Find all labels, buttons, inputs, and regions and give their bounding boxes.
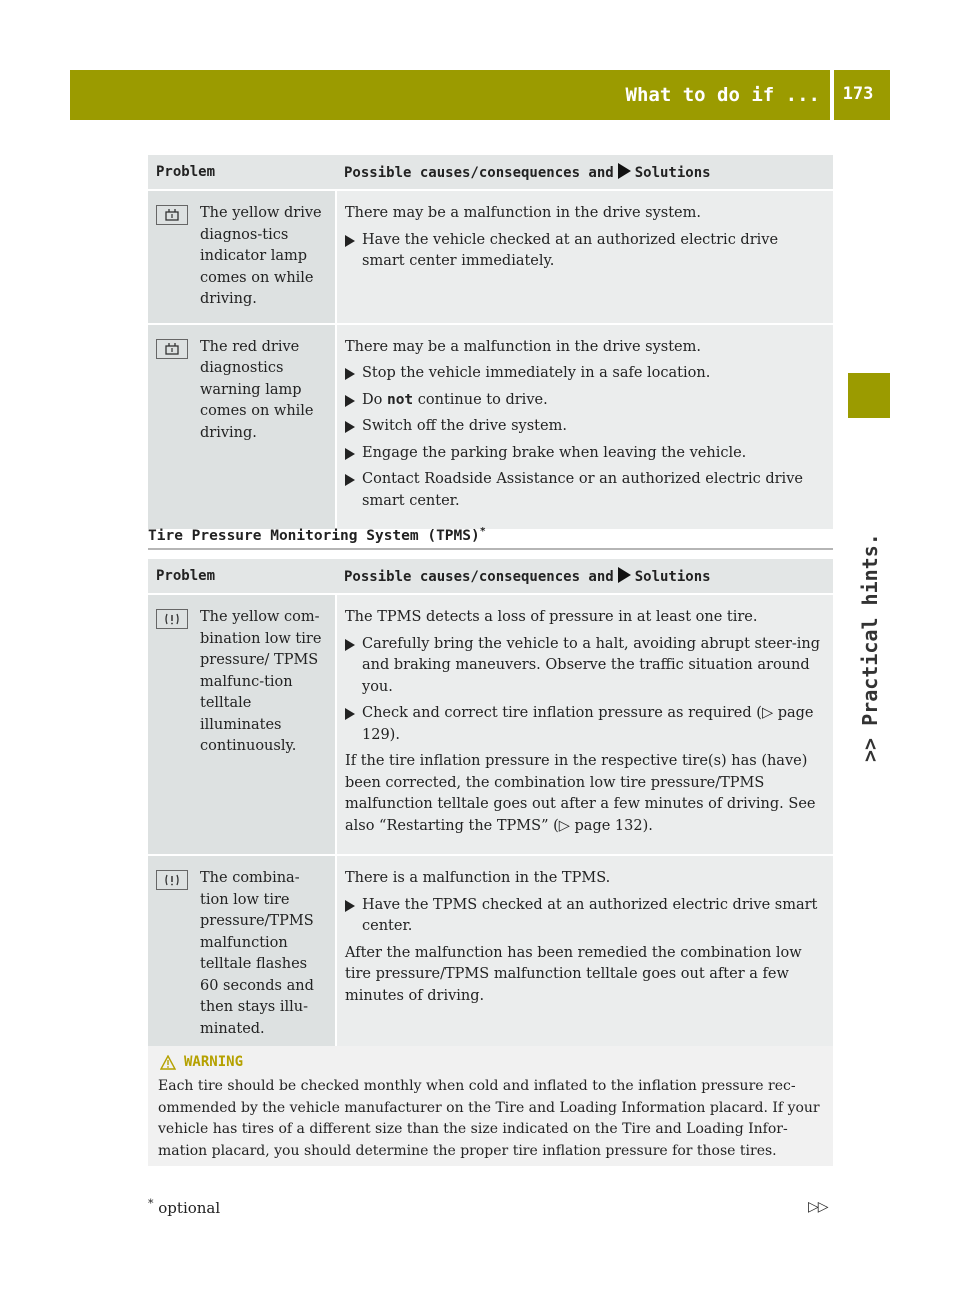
solution-cell: [336, 324, 833, 531]
side-section-label-text: >> Practical hints.: [858, 533, 882, 762]
table-header-row: [148, 155, 833, 190]
warning-box: [148, 1046, 833, 1166]
table-row: [148, 594, 833, 855]
cause-text: There is a malfunction in the TPMS.: [345, 870, 611, 886]
step-arrow-icon: [345, 900, 355, 912]
warning-triangle-icon: [160, 1055, 176, 1070]
table-row: [148, 855, 833, 1053]
step-emphasis: not: [386, 391, 414, 408]
step-text: Check and correct tire inflation pressure as required (▷ page 129).: [362, 705, 814, 743]
problem-cell: [148, 324, 336, 531]
step-arrow-icon: [345, 448, 355, 460]
solution-step: [345, 703, 825, 746]
solution-step: [345, 469, 825, 512]
step-arrow-icon: [345, 368, 355, 380]
header-solutions-label: Solutions: [634, 165, 711, 181]
header-bar: [70, 70, 890, 120]
note-text: After the malfunction has been remedied the combination low tire pressure/TPMS malfunction telltale goes out after a few minutes of driving.: [345, 944, 802, 1004]
step-text: Switch off the drive system.: [362, 418, 567, 434]
step-text: Have the TPMS checked at an authorized electric drive smart center.: [362, 896, 818, 934]
problem-cell: [148, 190, 336, 324]
arrow-icon: [618, 163, 631, 179]
table-row: [148, 324, 833, 531]
solution-step: [345, 390, 825, 412]
tpms-icon: [156, 609, 188, 629]
header-problem: Problem: [148, 559, 336, 594]
cause-text: There may be a malfunction in the drive system.: [345, 205, 701, 221]
warning-heading: [160, 1054, 243, 1070]
step-text: Stop the vehicle immediately in a safe location.: [362, 365, 711, 381]
step-arrow-icon: [345, 235, 355, 247]
solution-step: [345, 363, 825, 385]
solution-step: [345, 895, 825, 938]
problem-text: The combina-tion low tire pressure/TPMS malfunction telltale flashes 60 seconds and then stays illu-minated.: [200, 870, 314, 1037]
header-problem: Problem: [148, 155, 336, 190]
side-tab-marker: [848, 373, 890, 418]
warning-text: Each tire should be checked monthly when cold and inflated to the inflation pressure rec-ommended by the vehicle manufacturer on the Tire and Loading Information placard. If your vehicle has tires of a different size than the size indicated on the Tire and Loading Infor-mation placard, you should determine the proper tire inflation pressure for those tires.: [158, 1078, 820, 1159]
solution-cell: [336, 190, 833, 324]
footnote-mark: *: [148, 1197, 154, 1210]
header-causes: [336, 155, 833, 190]
solution-cell: [336, 594, 833, 855]
side-section-label: [856, 432, 884, 762]
solution-step: [345, 443, 825, 465]
footnote-text: optional: [158, 1199, 221, 1217]
step-arrow-icon: [345, 708, 355, 720]
drive-diagnostics-icon: [156, 205, 188, 225]
header-causes-label: Possible causes/consequences and: [344, 569, 614, 585]
header-causes: [336, 559, 833, 594]
solution-step: [345, 634, 825, 699]
table-row: [148, 190, 833, 324]
section-title-tpms: [148, 526, 833, 550]
problem-text: The yellow drive diagnos-tics indicator lamp comes on while driving.: [200, 205, 322, 307]
page-number: 173: [842, 84, 874, 104]
step-arrow-icon: [345, 421, 355, 433]
problem-text: The yellow com-bination low tire pressure/ TPMS malfunc-tion telltale illuminates continuously.: [200, 609, 322, 754]
step-prefix: Do: [362, 391, 383, 408]
step-text: Engage the parking brake when leaving the vehicle.: [362, 444, 747, 461]
warning-heading-text: WARNING: [184, 1054, 244, 1070]
section-title-text: Tire Pressure Monitoring System (TPMS): [148, 527, 480, 544]
problem-text: The red drive diagnostics warning lamp comes on while driving.: [200, 338, 314, 441]
arrow-icon: [618, 567, 631, 583]
header-causes-label: Possible causes/consequences and: [344, 165, 614, 181]
solution-step: [345, 230, 825, 273]
optional-mark: *: [479, 526, 486, 537]
step-text: Carefully bring the vehicle to a halt, avoiding abrupt steer-ing and braking maneuvers. Observe the traffic situation around you.: [362, 635, 821, 695]
continue-arrows-icon: ▷▷: [808, 1199, 828, 1215]
problem-cell: [148, 594, 336, 855]
footnote: [148, 1197, 220, 1217]
step-text: [362, 390, 548, 412]
step-arrow-icon: [345, 395, 355, 407]
step-arrow-icon: [345, 639, 355, 651]
chapter-title: What to do if ...: [625, 84, 820, 106]
step-text: Have the vehicle checked at an authorized electric drive smart center immediately.: [362, 231, 779, 269]
solution-cell: [336, 855, 833, 1053]
cause-text: The TPMS detects a loss of pressure in at least one tire.: [345, 609, 758, 625]
table-header-row: [148, 559, 833, 594]
step-arrow-icon: [345, 474, 355, 486]
cause-text: There may be a malfunction in the drive system.: [345, 338, 701, 355]
problem-cell: [148, 855, 336, 1053]
step-suffix: continue to drive.: [417, 391, 548, 408]
drive-system-table: [148, 155, 833, 531]
tpms-icon: [156, 870, 188, 890]
solution-step: [345, 416, 825, 438]
tpms-table: [148, 559, 833, 1054]
drive-diagnostics-icon: [156, 339, 188, 359]
note-text: If the tire inflation pressure in the respective tire(s) has (have) been corrected, the combination low tire pressure/TPMS malfunction telltale goes out after a few minutes of driving. See also “Restarting the TPMS” (▷ page 132).: [345, 753, 816, 834]
header-solutions-label: Solutions: [634, 569, 711, 585]
step-text: Contact Roadside Assistance or an authorized electric drive smart center.: [362, 471, 803, 509]
